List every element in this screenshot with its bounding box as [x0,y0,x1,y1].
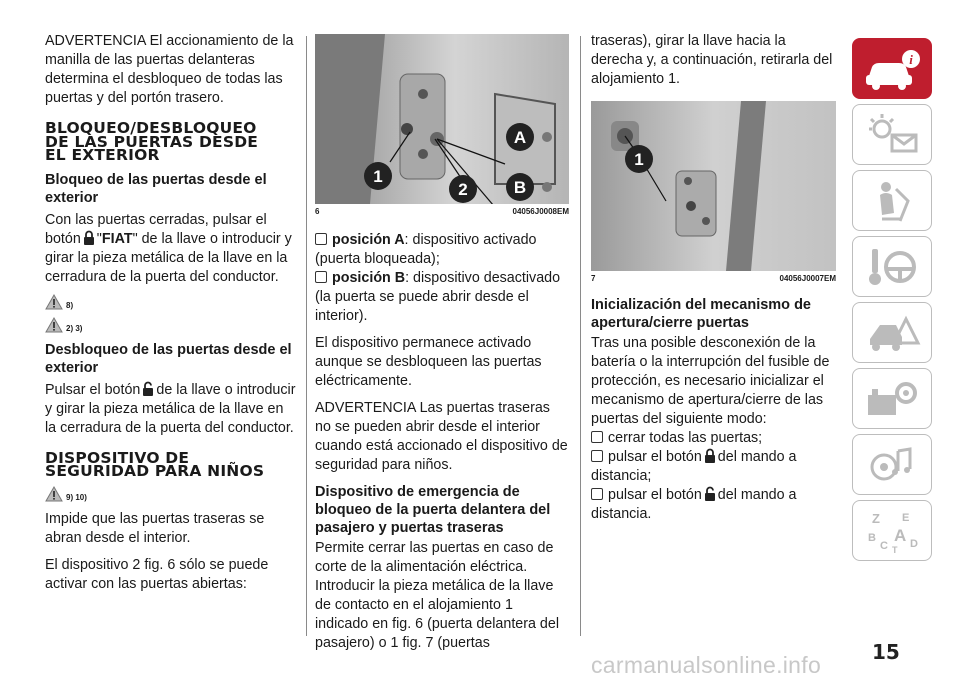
svg-text:Z: Z [872,510,880,526]
subheading-lock-exterior: Bloqueo de las puertas desde el exterior [45,171,267,206]
section-heading-child-lock: DISPOSITIVO DE SEGURIDAD PARA NIÑOS [45,448,265,480]
lock-instructions: Con las puertas cerradas, pulsar el botón "FIAT" de la llave o introducir y girar la pieza metálica de la llave en la cerradura de la puerta del conductor. [45,211,292,285]
door-lock-illustration [315,34,569,204]
init-step-2: pulsar el botón del mando a distancia; [591,449,797,484]
warning-triangle-icon [45,294,63,310]
bullet-box-icon [591,488,603,500]
svg-text:E: E [902,511,910,524]
subheading-initialization: Inicialización del mecanismo de apertura/cierre puertas [591,297,811,331]
subheading-emergency-lock: Dispositivo de emergencia de bloqueo de la puerta delantera del pasajero y puertas traseras [315,484,551,536]
svg-text:B: B [868,531,876,544]
tab-index[interactable] [852,500,932,561]
figure-label-1: 1 [634,150,644,169]
svg-text:T: T [892,544,898,555]
emergency-icon [862,309,922,357]
unlock-instructions: Pulsar el botón de la llave o introducir y girar la pieza metálica de la llave en la cerradura de la puerta del conductor. [45,381,296,436]
subheading-unlock-exterior: Desbloqueo de las puertas desde el exterior [45,341,292,376]
safety-airbag-icon [862,177,922,225]
warning-ref-2: 2) 3) [45,314,297,333]
child-lock-text-1: Impide que las puertas traseras se abran desde el interior. [45,510,265,546]
unlock-icon [704,486,716,502]
bullet-box-icon [315,271,327,283]
unlock-icon [142,381,154,397]
tab-multimedia[interactable] [852,434,932,495]
bullet-box-icon [315,233,327,245]
tab-maintenance[interactable] [852,368,932,429]
maintenance-icon [862,375,922,423]
svg-text:C: C [880,539,888,552]
page-number: 15 [872,640,900,664]
position-a-item: posición A: dispositivo activado (puerta bloqueada); [315,232,537,267]
tab-safety[interactable] [852,170,932,231]
child-lock-text-2: El dispositivo 2 fig. 6 sólo se puede activar con las puertas abiertas: [45,556,269,592]
column-3 [591,0,836,524]
tab-warning-lights[interactable] [852,104,932,165]
warning-lights-icon [862,111,922,159]
tab-starting-driving[interactable] [852,236,932,297]
figure-label-2: 2 [458,180,468,199]
rear-door-warning-text: ADVERTENCIA Las puertas traseras no se pueden abrir desde el interior cuando está accionado el dispositivo de seguridad para niños. [315,400,568,473]
index-letters-icon [862,507,922,555]
init-step-1: cerrar todas las puertas; [591,429,836,448]
lock-icon [83,230,95,246]
init-step-3: pulsar el botón del mando a distancia. [591,487,797,522]
car-info-icon [862,45,922,93]
tab-car-info[interactable] [852,38,932,99]
initialization-text: Tras una posible desconexión de la batería o la interrupción del fusible de protección, es necesario inicializar el mecanismo de apertura/cierre de las puertas del siguiente modo: [591,335,830,427]
emergency-lock-text-continued: traseras), girar la llave hacia la derecha y, a continuación, retirarla del alojamiento 1. [591,33,833,87]
watermark: carmanualsonline.info [591,652,822,678]
key-steering-icon [862,243,922,291]
figure-6-door-lock-photo [315,34,569,204]
warning-ref-1: 8) [45,291,297,310]
figure-label-1: 1 [373,167,383,186]
emergency-lock-text: Permite cerrar las puertas en caso de corte de la alimentación eléctrica. Introducir la pieza metálica de la llave de contacto en el alojamiento 1 indicado en fig. 6 (puerta delantera del pasajero) o 1 fig. 7 (puertas [315,540,560,651]
figure-label-B: B [513,178,527,197]
bullet-box-icon [591,450,603,462]
column-divider [306,36,307,636]
svg-text:A: A [894,525,907,545]
intro-warning-text: ADVERTENCIA El accionamiento de la manilla de las puertas delanteras determina el desbloqueo de todas las puertas y del portón trasero. [45,33,294,106]
column-2 [315,0,569,653]
chapter-tabs [852,38,932,566]
rear-door-lock-illustration [591,101,836,271]
figure-label-A: A [513,128,527,147]
svg-text:D: D [910,537,918,550]
svg-text:i: i [909,51,913,67]
bullet-box-icon [591,431,603,443]
column-1 [45,0,297,594]
figure-7-rear-door-photo [591,101,836,271]
lock-icon [704,448,716,464]
multimedia-icon [862,441,922,489]
tab-emergency[interactable] [852,302,932,363]
position-b-item: posición B: dispositivo desactivado (la puerta se puede abrir desde el interior). [315,270,561,324]
remain-active-text: El dispositivo permanece activado aunque se desbloqueen las puertas eléctricamente. [315,335,542,389]
figure-7-caption: 7 04056J0007EM [591,274,836,283]
section-heading-lock: BLOQUEO/DESBLOQUEO DE LAS PUERTAS DESDE EL EXTERIOR [45,119,259,164]
column-divider [580,36,581,636]
figure-6-caption: 6 04056J0008EM [315,207,569,216]
warning-triangle-icon [45,486,63,502]
warning-triangle-icon [45,317,63,333]
warning-ref-3: 9) 10) [45,483,297,502]
